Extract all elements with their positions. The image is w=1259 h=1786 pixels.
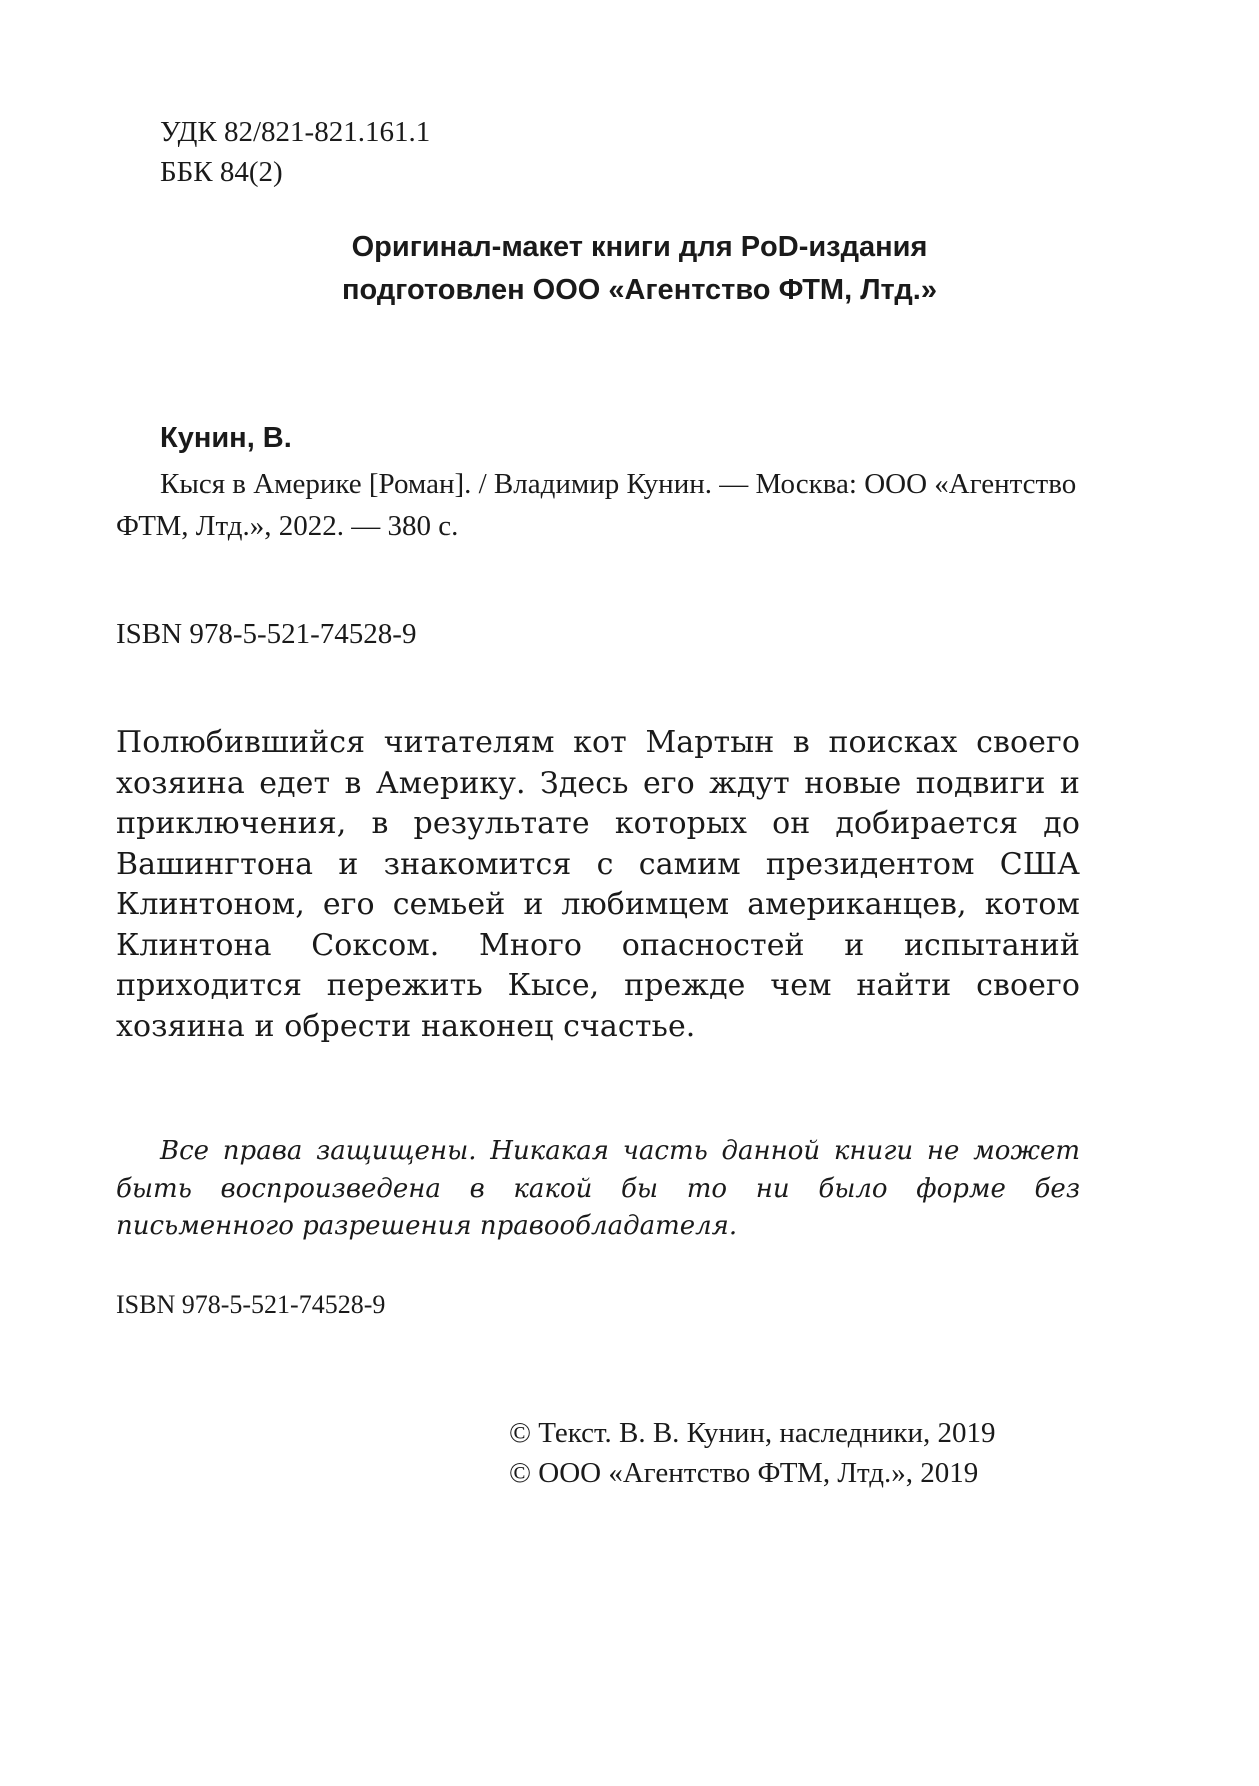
layout-credit-line-1: Оригинал-макет книги для PoD-издания [351,231,928,263]
udk-code: УДК 82/821-821.161.1 [160,116,431,148]
classification-codes [160,112,430,192]
bibliographic-description: Кыся в Америке [Роман]. / Владимир Кунин. — Москва: ООО «Агентство ФТМ, Лтд.», 2022. — 380 с. [116,468,1077,542]
rights-notice: Все права защищены. Никакая часть данной книги не может быть воспроизведена в какой бы то ни было форме без письменного разрешения правообладателя. [116,1136,1080,1241]
isbn-top: ISBN 978-5-521-74528-9 [116,618,417,650]
bbk-code: ББК 84(2) [160,156,283,188]
layout-credit [0,226,1259,312]
isbn-bottom: ISBN 978-5-521-74528-9 [116,1290,386,1319]
author-heading: Кунин, В. [160,422,292,454]
copyright-text: © Текст. В. В. Кунин, наследники, 2019 [509,1417,996,1449]
copyright-publisher: © ООО «Агентство ФТМ, Лтд.», 2019 [509,1457,979,1489]
copyright-block [509,1413,996,1493]
layout-credit-line-2: подготовлен ООО «Агентство ФТМ, Лтд.» [342,274,937,306]
book-annotation: Полюбившийся читателям кот Мартын в поисках своего хозяина едет в Америку. Здесь его ждут новые подвиги и приключения, в результате которых он добирается до Вашингтона и знакомится с самим президентом США Клинтоном, его семьей и любимцем американцев, котом Клинтона Соксом. Много опасностей и испытаний приходится пережить Кысе, прежде чем найти своего хозяина и обрести наконец счастье. [116,725,1080,1044]
